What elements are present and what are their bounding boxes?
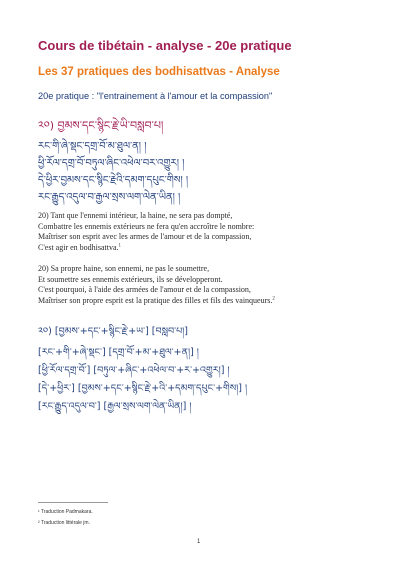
tibetan-analysis	[38, 344, 247, 416]
translation-line	[38, 243, 254, 254]
footnote: ¹ Traduction Padmakara.	[38, 509, 93, 515]
tibetan-verse-line: རང་གི་ཞེ་སྡང་དགྲ་བོ་མ་ཐུལ་ན། །	[38, 141, 147, 152]
translation-line-text: C'est agir en bodhisattva.	[38, 242, 119, 252]
footnote-divider	[38, 502, 108, 503]
footnote-ref[interactable]: 2	[272, 295, 275, 301]
page-number: 1	[197, 539, 201, 545]
tibetan-verse-title: ༢༠) བྱམས་དང་སྙིང་རྗེ་ཡི་བསླབ་པ།	[38, 119, 164, 132]
translation-line: Maîtriser son esprit avec les armes de l'amour et de la compassion,	[38, 232, 252, 241]
section-title: 20e pratique : "l'entrainement à l'amour et la compassion"	[38, 91, 273, 101]
footnote: ² Traduction littérale jm.	[38, 520, 90, 526]
french-translation-padmakara	[38, 211, 254, 253]
analysis-line: [རང་རྒྱུད་འདུལ་བ་] [རྒྱལ་སྲས་ལག་ལེན་ཡིན།] །	[38, 401, 192, 412]
practice-subtitle: Les 37 pratiques des bodhisattvas - Analyse	[38, 66, 280, 78]
footnote-ref[interactable]: 1	[118, 242, 122, 248]
course-title: Cours de tibétain - analyse - 20e pratique	[38, 38, 292, 53]
translation-line: Et soumettre ses ennemis extérieurs, ils se développeront.	[38, 274, 223, 284]
translation-line-text: Maîtriser son propre esprit est la pratique des filles et fils des vainqueurs.	[38, 295, 273, 305]
translation-line	[38, 296, 275, 307]
tibetan-verse-line: རང་རྒྱུད་འདུལ་བ་རྒྱལ་སྲས་ལག་ལེན་ཡིན། །	[38, 192, 181, 203]
translation-line: 20) Tant que l'ennemi intérieur, la haine, ne sera pas dompté,	[38, 211, 233, 220]
translation-line: Combattre les ennemis extérieurs ne fera qu'en accroître le nombre:	[38, 221, 255, 231]
translation-line: 20) Sa propre haine, son ennemi, ne pas le soumettre,	[38, 264, 210, 273]
analysis-line: [དེ་+ཕྱིར་] [བྱམས་+དང་+སྙིང་རྗེ་+འི་+དམག་དཔུང་+གིས།] །	[38, 383, 248, 394]
french-translation-literal	[38, 264, 275, 306]
translation-line: C'est pourquoi, à l'aide des armées de l'amour et de la compassion,	[38, 285, 251, 294]
analysis-line: [ཕྱི་རོལ་དགྲ་བོ་] [བཏུལ་+ཞིང་+འཕེལ་བ་+ར་+འགྱུར།] །	[38, 365, 230, 376]
tibetan-verse-line: ཕྱི་རོལ་དགྲ་བོ་བཏུལ་ཞིང་འཕེལ་བར་འགྱུར། །	[38, 158, 185, 169]
tibetan-analysis-title: ༢༠) [བྱམས་+དང་+སྙིང་རྗེ་+ཡ་] [བསླབ་པ།]	[38, 326, 188, 337]
analysis-line: [རང་+གི་+ཞེ་སྡང་] [དགྲ་བོ་+མ་+ཐུལ་+ན།] །	[38, 347, 199, 358]
tibetan-verse-line: དེ་ཕྱིར་བྱམས་དང་སྙིང་རྗེའི་དམག་དཔུང་གིས། །	[38, 175, 189, 186]
tibetan-verses	[38, 138, 188, 206]
